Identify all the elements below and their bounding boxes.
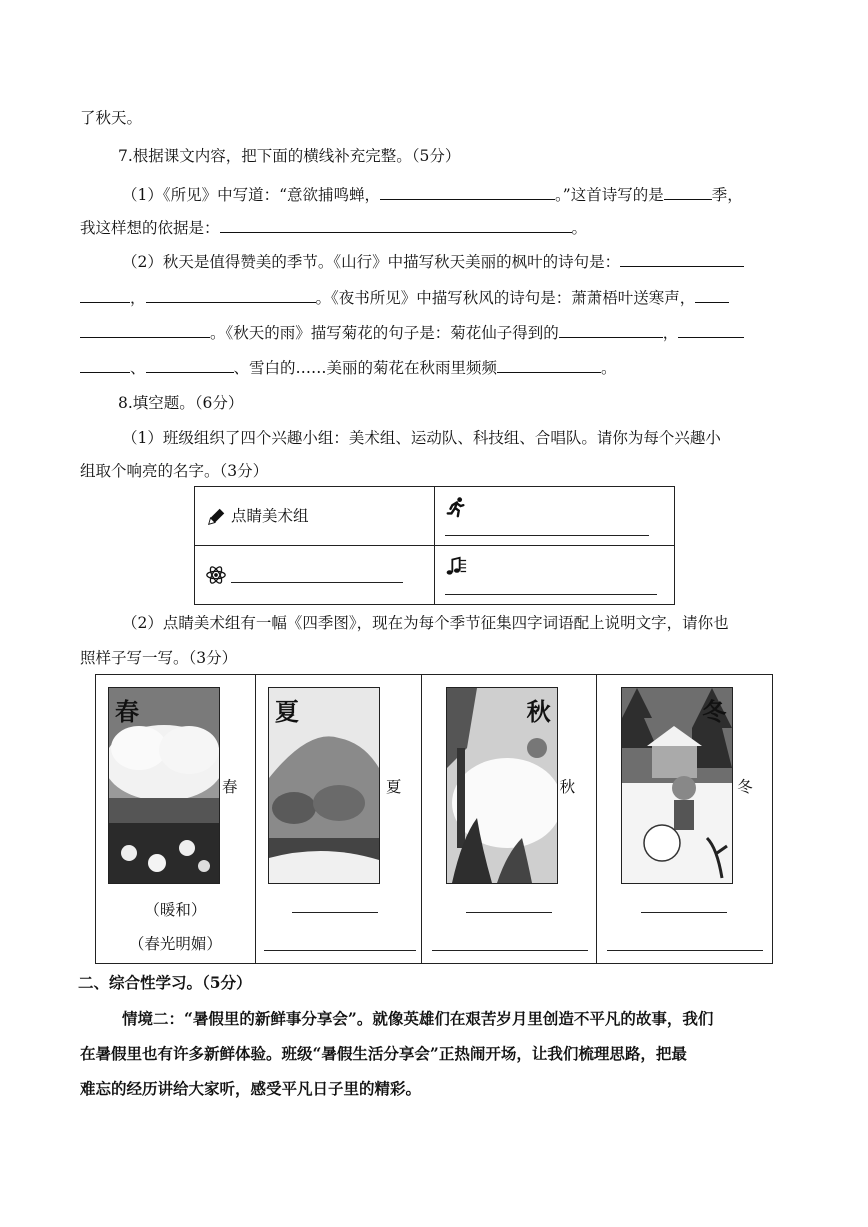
cell-choir-group[interactable] xyxy=(435,546,675,605)
text: 。 xyxy=(571,219,588,237)
answer-blank[interactable] xyxy=(559,321,663,338)
answer-blank[interactable] xyxy=(380,183,555,200)
cell-science-group[interactable] xyxy=(195,546,435,605)
question-8-2-line1: （2）点睛美术组有一幅《四季图》，现在为每个季节征集四字词语配上说明文字，请你也 xyxy=(122,614,729,632)
pencil-icon xyxy=(205,506,227,528)
answer-blank[interactable] xyxy=(146,286,316,303)
answer-blank[interactable] xyxy=(292,912,378,913)
answer-blank[interactable] xyxy=(620,250,744,267)
text: 我这样想的依据是： xyxy=(80,219,220,237)
answer-blank[interactable] xyxy=(80,356,130,373)
atom-icon xyxy=(205,564,227,586)
season-label-autumn: 秋 xyxy=(559,778,576,796)
answer-blank[interactable] xyxy=(445,521,649,536)
question-7-title: 7.根据课文内容，把下面的横线补充完整。（5分） xyxy=(118,147,461,165)
text: 。 xyxy=(601,359,617,377)
answer-blank[interactable] xyxy=(264,950,416,951)
runner-icon xyxy=(445,496,467,518)
text-line: 了秋天。 xyxy=(80,109,143,127)
season-label-spring: 春 xyxy=(222,778,238,796)
situation-line2: 在暑假里也有许多新鲜体验。班级“暑假生活分享会”正热闹开场，让我们梳理思路，把最 xyxy=(80,1044,687,1063)
text: 。”这首诗写的是 xyxy=(555,186,664,204)
situation-line1: 情境二：“暑假里的新鲜事分享会”。就像英雄们在艰苦岁月里创造不平凡的故事，我们 xyxy=(122,1009,714,1028)
answer-blank[interactable] xyxy=(146,356,234,373)
season-char-spring: 春 xyxy=(115,697,139,726)
answer-blank[interactable] xyxy=(231,568,403,583)
season-cell-winter xyxy=(597,675,773,964)
text: ， xyxy=(662,324,679,342)
season-char-autumn: 秋 xyxy=(526,697,551,726)
autumn-picture xyxy=(446,687,558,884)
season-cell-summer xyxy=(255,675,421,964)
interest-group-table xyxy=(194,486,675,605)
situation-line3: 难忘的经历讲给大家听，感受平凡日子里的精彩。 xyxy=(80,1079,422,1098)
winter-picture xyxy=(621,687,733,884)
season-label-summer: 夏 xyxy=(385,778,402,796)
answer-blank[interactable] xyxy=(80,286,130,303)
question-7-2-line3 xyxy=(80,321,744,344)
question-7-2-line2 xyxy=(80,286,729,309)
answer-blank[interactable] xyxy=(497,356,601,373)
text: ， xyxy=(130,289,146,307)
question-7-1-line2 xyxy=(80,216,587,239)
question-8-1-line2: 组取个响亮的名字。（3分） xyxy=(80,462,269,480)
text: 。《秋天的雨》描写菊花的句子是：菊花仙子得到的 xyxy=(210,324,559,342)
cell-sports-group[interactable] xyxy=(435,487,675,546)
question-8-2-line2: 照样子写一写。（3分） xyxy=(80,649,238,667)
group-name-art: 点睛美术组 xyxy=(231,507,309,525)
season-char-summer: 夏 xyxy=(274,697,299,726)
text: （1）《所见》中写道：“意欲捕鸣蝉， xyxy=(122,186,381,204)
answer-blank[interactable] xyxy=(641,912,727,913)
text: 、雪白的……美丽的菊花在秋雨里频频 xyxy=(233,359,498,377)
section-2-title: 二、综合性学习。（5分） xyxy=(78,973,252,992)
text: 。《夜书所见》中描写秋风的诗句是：萧萧梧叶送寒声， xyxy=(315,289,696,307)
text: （2）秋天是值得赞美的季节。《山行》中描写秋天美丽的枫叶的诗句是： xyxy=(122,253,621,271)
answer-blank[interactable] xyxy=(445,580,657,595)
spring-example-word: （暖和） xyxy=(144,901,207,919)
season-cell-autumn xyxy=(421,675,597,964)
answer-blank[interactable] xyxy=(664,183,712,200)
season-cell-spring xyxy=(96,675,256,964)
answer-blank[interactable] xyxy=(80,321,210,338)
music-icon xyxy=(445,555,467,577)
four-seasons-table xyxy=(95,674,773,964)
text: 、 xyxy=(130,359,146,377)
summer-picture xyxy=(268,687,380,884)
answer-blank[interactable] xyxy=(695,286,729,303)
question-8-title: 8.填空题。（6分） xyxy=(118,394,244,412)
spring-picture xyxy=(108,687,220,884)
answer-blank[interactable] xyxy=(678,321,744,338)
question-7-2-line1 xyxy=(122,250,744,273)
season-label-winter: 冬 xyxy=(737,778,753,796)
question-8-1-line1: （1）班级组织了四个兴趣小组：美术组、运动队、科技组、合唱队。请你为每个兴趣小 xyxy=(122,429,721,447)
answer-blank[interactable] xyxy=(466,912,552,913)
spring-example-idiom: （春光明媚） xyxy=(128,935,222,953)
question-7-2-line4 xyxy=(80,356,617,379)
question-7-1-line1 xyxy=(122,183,743,206)
answer-blank[interactable] xyxy=(607,950,763,951)
text: 季， xyxy=(711,186,743,204)
season-char-winter: 冬 xyxy=(702,697,727,726)
answer-blank[interactable] xyxy=(432,950,588,951)
answer-blank[interactable] xyxy=(220,216,572,233)
cell-art-group xyxy=(195,487,435,546)
